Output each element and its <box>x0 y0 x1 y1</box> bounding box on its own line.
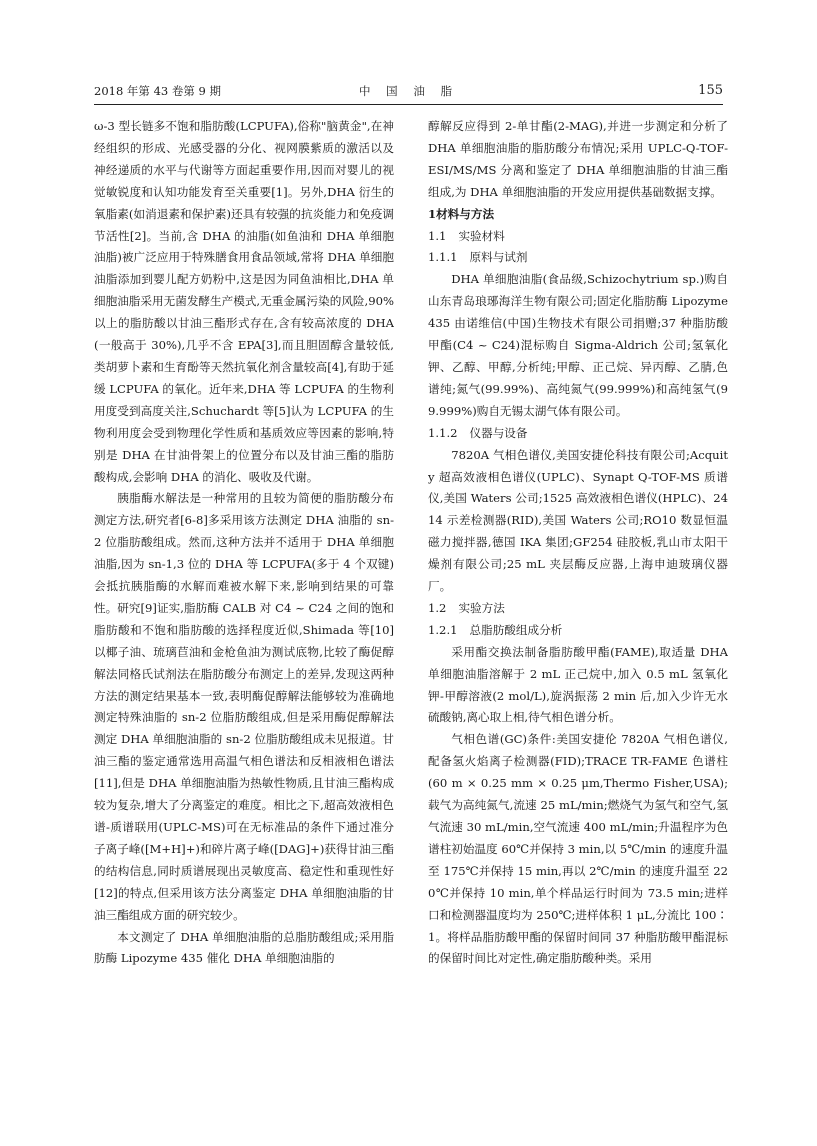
body-paragraph: 胰脂酶水解法是一种常用的且较为简便的脂肪酸分布测定方法,研究者[6-8]多采用该方法测定 DHA 油脂的 sn-2 位脂肪酸组成。然而,这种方法并不适用于 DHA 单细胞油脂,因为 sn-1,3 位的 DHA 等 LCPUFA(多于 4 个双键)会抵抗胰脂酶的水解而难被水解下来,影响到结果的可靠性。研究[9]证实,脂肪酶 CALB 对 C4 ~ C24 之间的饱和脂肪酸和不饱和脂肪酸的选择程度近似,Shimada 等[10]以椰子油、琉璃苣油和金枪鱼油为测试底物,比较了酶促醇解法同格氏试剂法在脂肪酸分布测定上的差异,发现这两种方法的测定结果基本一致,表明酶促醇解法能够较为准确地测定特殊油脂的 sn-2 位脂肪酸组成,但是采用酶促醇解法测定 DHA 单细胞油脂的 sn-2 位脂肪酸组成未见报道。甘油三酯的鉴定通常选用高温气相色谱法和反相液相色谱法[11],但是 DHA 单细胞油脂为热敏性物质,且甘油三酯构成较为复杂,增大了分离鉴定的难度。相比之下,超高效液相色谱-质谱联用(UPLC-MS)可在无标准品的条件下通过准分子离子峰([M+H]+)和碎片离子峰([DAG]+)获得甘油三酯的结构信息,同时质谱展现出灵敏度高、稳定性和重现性好[12]的特点,但采用该方法分离鉴定 DHA 单细胞油脂的甘油三酯组成方面的研究较少。 <box>94 491 394 922</box>
subsection-heading <box>428 620 728 642</box>
journal-issue-info: 2018 年第 43 卷第 9 期 <box>94 84 221 98</box>
body-paragraph: ω-3 型长链多不饱和脂肪酸(LCPUFA),俗称"脑黄金",在神经组织的形成、光感受器的分化、视网膜紫质的激活以及神经递质的水平与代谢等方面起重要作用,因而对婴儿的视觉敏锐度和认知功能发育至关重要[1]。另外,DHA 衍生的氧脂素(如消退素和保护素)还具有较强的抗炎能力和免疫调节活性[2]。当前,含 DHA 的油脂(如鱼油和 DHA 单细胞油脂)被广泛应用于特殊膳食用食品领域,常将 DHA 单细胞油脂添加到婴儿配方奶粉中,这是因为同鱼油相比,DHA 单细胞油脂采用无菌发酵生产模式,无重金属污染的风险,90% 以上的脂肪酸以甘油三酯形式存在,含有较高浓度的 DHA(一般高于 30%),几乎不含 EPA[3],而且胆固醇含量较低,类胡萝卜素和生育酚等天然抗氧化剂含量较高[4],有助于延缓 LCPUFA 的氧化。近年来,DHA 等 LCPUFA 的生物利用度受到高度关注,Schuchardt 等[5]认为 LCPUFA 的生物利用度会受到物理化学性质和基质效应等因素的影响,特别是 DHA 在甘油骨架上的位置分布以及甘油三酯的脂肪酸构成,会影响 DHA 的消化、吸收及代谢。 <box>94 119 394 484</box>
heading-number: 1.1.2 <box>428 425 458 440</box>
subsection-heading <box>428 598 728 620</box>
heading-text: 实验材料 <box>458 228 505 243</box>
body-paragraph: DHA 单细胞油脂(食品级,Schizochytrium sp.)购自山东青岛琅琊海洋生物有限公司;固定化脂肪酶 Lipozyme 435 由诺维信(中国)生物技术有限公司捐赠;37 种脂肪酸甲酯(C4 ~ C24)混标购自 Sigma-Aldrich 公司;氢氧化钾、乙醇、甲醇,分析纯;甲醇、正己烷、异丙醇、乙腈,色谱纯;氮气(99.99%)、高纯氮气(99.999%)和高纯氢气(99.999%)购自无锡太湖气体有限公司。 <box>428 272 728 418</box>
subsection-heading <box>428 226 728 248</box>
heading-text: 材料与方法 <box>436 206 495 221</box>
heading-text: 总脂肪酸组成分析 <box>469 622 563 637</box>
heading-text: 实验方法 <box>458 600 505 615</box>
body-paragraph: 采用酯交换法制备脂肪酸甲酯(FAME),取适量 DHA 单细胞油脂溶解于 2 mL 正己烷中,加入 0.5 mL 氢氧化钾-甲醇溶液(2 mol/L),旋涡振荡 2 min 后,加入少许无水硫酸钠,离心取上相,待气相色谱分析。 <box>428 644 728 725</box>
right-column <box>428 116 728 1126</box>
page-number: 155 <box>698 83 723 98</box>
heading-number: 1 <box>428 206 437 221</box>
heading-number: 1.1 <box>428 228 447 243</box>
body-paragraph: 气相色谱(GC)条件:美国安捷伦 7820A 气相色谱仪,配备氢火焰离子检测器(FID);TRACE TR-FAME 色谱柱(60 m × 0.25 mm × 0.25 μm,Thermo Fisher,USA);载气为高纯氮气,流速 25 mL/min;燃烧气为氢气和空气,氢气流速 30 mL/min,空气流速 400 mL/min;升温程序为色谱柱初始温度 60℃并保持 3 min,以 5℃/min 的速度升温至 175℃并保持 15 min,再以 2℃/min 的速度升温至 220℃并保持 10 min,单个样品运行时间为 73.5 min;进样口和检测器温度均为 250℃;进样体积 1 μL,分流比 100∶1。将样品脂肪酸甲酯的保留时间同 37 种脂肪酸甲酯混标的保留时间比对定性,确定脂肪酸种类。采用 <box>428 732 728 966</box>
running-header <box>94 80 723 102</box>
heading-number: 1.2 <box>428 600 447 615</box>
journal-name: 中 国 油 脂 <box>359 84 458 98</box>
heading-text: 仪器与设备 <box>469 425 528 440</box>
subsection-heading <box>428 247 728 269</box>
left-column <box>94 116 394 1126</box>
heading-number: 1.1.1 <box>428 250 458 265</box>
body-paragraph: 7820A 气相色谱仪,美国安捷伦科技有限公司;Acquity 超高效液相色谱仪(UPLC)、Synapt Q-TOF-MS 质谱仪,美国 Waters 公司;1525 高效液相色谱仪(HPLC)、2414 示差检测器(RID),美国 Waters 公司;RO10 数显恒温磁力搅拌器,德国 IKA 集团;GF254 硅胶板,乳山市太阳干燥剂有限公司;25 mL 夹层酶反应器,上海申迪玻璃仪器厂。 <box>428 447 728 594</box>
subsection-heading <box>428 423 728 445</box>
section-heading <box>428 204 728 226</box>
heading-number: 1.2.1 <box>428 622 458 637</box>
header-rule <box>94 104 723 105</box>
body-paragraph: 本文测定了 DHA 单细胞油脂的总脂肪酸组成;采用脂肪酶 Lipozyme 435 催化 DHA 单细胞油脂的 <box>94 929 394 966</box>
body-paragraph: 醇解反应得到 2-单甘酯(2-MAG),并进一步测定和分析了 DHA 单细胞油脂的脂肪酸分布情况;采用 UPLC-Q-TOF-ESI/MS/MS 分离和鉴定了 DHA 单细胞油脂的甘油三酯组成,为 DHA 单细胞油脂的开发应用提供基础数据支撑。 <box>428 119 728 199</box>
heading-text: 原料与试剂 <box>469 250 528 265</box>
